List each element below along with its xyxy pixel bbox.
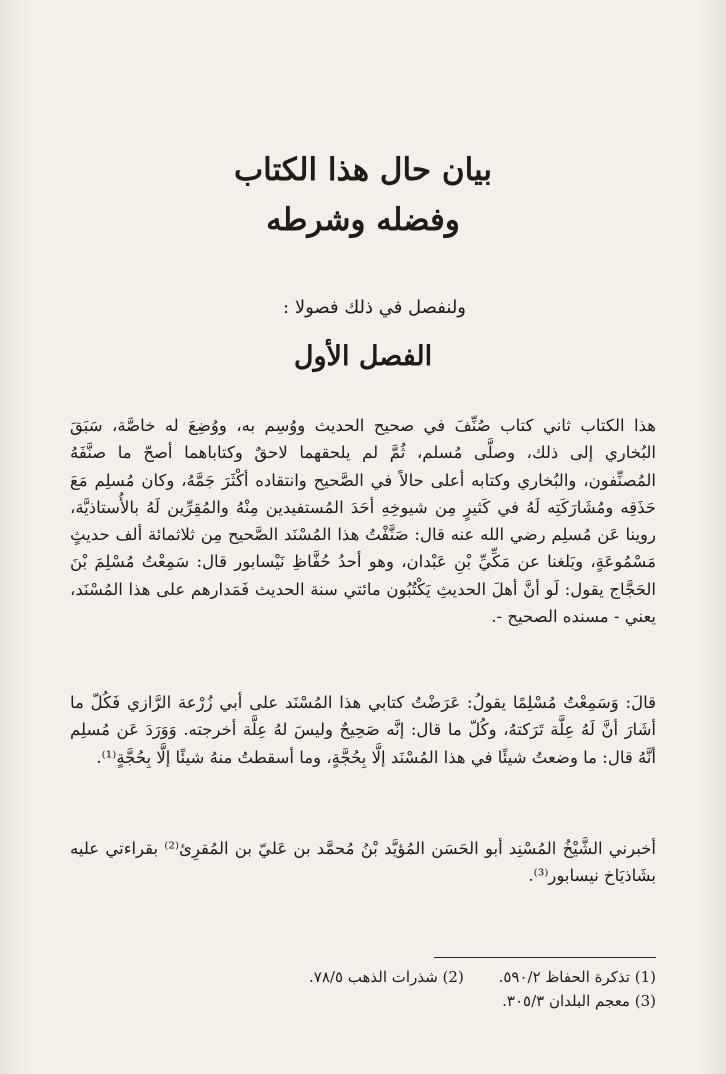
footnote-separator: [434, 957, 656, 958]
paragraph-3: أخبرني الشَّيْخُ المُسْنِد أبو الحَسَن المُؤيَّد بْنُ مُحمَّد بن عَليّ بن المُقرِئ⁽²⁾ بقراءتي عليه بشَاذيَاخ نيسابور⁽³⁾.: [70, 839, 657, 886]
footnotes: [70, 965, 656, 1013]
chapter-title: الفصل الأول: [293, 341, 433, 372]
footnote-2: (2) شذرات الذهب ٧٨/٥.: [309, 968, 464, 986]
footnote-row: [70, 965, 656, 989]
section-title-line-1: بيان حال هذا الكتاب: [233, 152, 493, 188]
footnote-row: [70, 989, 656, 1013]
intro-line: ولنفصل في ذلك فصولا :: [283, 297, 466, 318]
section-title-line-2: وفضله وشرطه: [266, 202, 460, 238]
paragraph-2: قالَ: وَسَمِعْتُ مُسْلِمًا يقولُ: عَرَضْتُ كتابي هذا المُسْنَد على أبي زُرْعة الرَّازي فَكُلّ ما أشَارَ أنَّ لَهُ عِلَّة تَرَكتهُ، وكُلّ ما قال: إنَّه صَحِيحٌ وليسَ لهُ عِلَّة أخرجته. وَوَرَدَ عَن مُسلِم أنَّهُ قال: ما وضعتُ شيئًا في هذا المُسْنَد إلَّا بِحُجَّةٍ، وما أسقطتُ منهُ شيئًا إلَّا بِحُجَّةٍ⁽¹⁾.: [70, 693, 656, 767]
paragraph-1: هذا الكتاب ثاني كتاب صُنِّفَ في صحيح الحديث ووُسِم به، ووُضِعَ له خاصَّة، سَبَقَ البُخاري إلى ذلك، وصلَّى مُسلم، ثُمَّ لم يلحقهما لاحقٌ وكتاباهما أصحّ ما صنَّفَهُ المُصنِّفون، والبُخاري وكتابه أعلى حالاً في الصَّحيح وانتقاده أكْثَرَ جَمَّهُ، وكان مُسلِم مَعَ حَذَقِه ومُشَارَكَتِه لَهُ في كَثيرٍ مِن شيوخِهِ أحَدَ المُستفيدين مِنْهُ والمُقِرِّين لَهُ بالأُستاذيَّة، روينا عَن مُسلِم رضي الله عنه قال: صَنَّفْتُ هذا المُسْنَد الصَّحيح مِن ثلاثمائة ألف حديثٍ مَسْمُوعَةٍ، وبَلغنا عن مَكِّيِّ بْنِ عَبْدان، وهو أحدُ حُفَّاظِ نَيْسابور قال: سَمِعْتُ مُسْلِمَ بْنَ الحَجَّاج يقول: لَو أنَّ أهلَ الحديثِ يَكْتُبُون مائتي سنة الحديث فَمَدارهم على هذا المُسْنَد، يعني - مسنده الصحيح -.: [70, 416, 656, 627]
footnote-3: (3) معجم البلدان ٣٠٥/٣.: [502, 992, 656, 1010]
footnote-1: (1) تذكرة الحفاظ ٥٩٠/٢.: [498, 968, 656, 986]
